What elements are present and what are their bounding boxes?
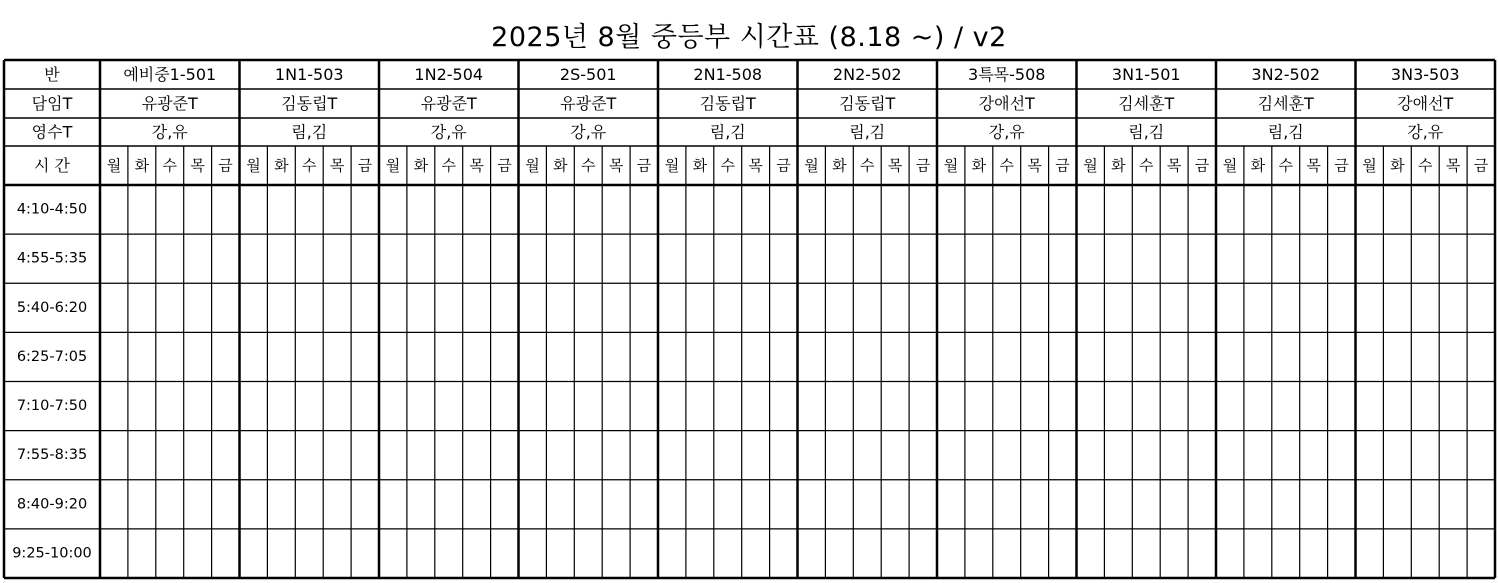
day-header: 월 bbox=[664, 156, 680, 175]
day-header: 목 bbox=[748, 156, 763, 175]
day-header: 화 bbox=[274, 156, 289, 175]
day-header: 화 bbox=[134, 156, 150, 175]
time-slot-label: 4:55-5:35 bbox=[16, 250, 88, 267]
page-title: 2025년 8월 중등부 시간표 (8.18 ~) / v2 bbox=[491, 22, 1007, 53]
time-slot-label: 8:40-9:20 bbox=[16, 496, 88, 513]
day-header: 목 bbox=[1306, 156, 1321, 175]
class-receipt: 강,유 bbox=[151, 122, 188, 142]
class-receipt: 림,김 bbox=[849, 122, 886, 142]
class-teacher: 김세훈T bbox=[1257, 94, 1314, 113]
class-teacher: 유광준T bbox=[560, 94, 617, 113]
row-label-class: 반 bbox=[44, 65, 60, 84]
class-receipt: 강,유 bbox=[430, 122, 467, 142]
day-header: 금 bbox=[1473, 156, 1489, 175]
class-teacher: 김동립T bbox=[839, 94, 896, 113]
day-header: 화 bbox=[1390, 156, 1405, 175]
class-name: 예비중1-501 bbox=[123, 65, 217, 84]
day-header: 수 bbox=[1139, 156, 1154, 175]
day-header: 수 bbox=[162, 156, 177, 175]
day-header: 월 bbox=[804, 156, 819, 175]
day-header: 화 bbox=[692, 156, 708, 175]
class-name: 2N2-502 bbox=[832, 65, 902, 84]
day-header: 목 bbox=[1445, 156, 1461, 175]
class-name: 3N1-501 bbox=[1111, 65, 1181, 84]
day-header: 수 bbox=[999, 156, 1014, 175]
class-teacher: 강애선T bbox=[978, 94, 1035, 113]
day-header: 수 bbox=[720, 156, 735, 175]
class-teacher: 김동립T bbox=[281, 94, 338, 113]
day-header: 금 bbox=[1334, 156, 1349, 175]
day-header: 목 bbox=[469, 156, 484, 175]
day-header: 수 bbox=[1278, 156, 1293, 175]
row-label-receipt: 영수T bbox=[31, 122, 73, 142]
day-header: 금 bbox=[776, 156, 791, 175]
day-header: 목 bbox=[329, 156, 345, 175]
day-header: 목 bbox=[1166, 156, 1182, 175]
day-header: 수 bbox=[860, 156, 875, 175]
day-header: 금 bbox=[497, 156, 512, 175]
day-header: 금 bbox=[218, 156, 233, 175]
day-header: 금 bbox=[636, 156, 652, 175]
day-header: 월 bbox=[1362, 156, 1377, 175]
day-header: 월 bbox=[106, 156, 122, 175]
class-receipt: 강,유 bbox=[1407, 122, 1444, 142]
class-receipt: 강,유 bbox=[570, 122, 607, 142]
class-teacher: 강애선T bbox=[1397, 94, 1454, 113]
class-receipt: 강,유 bbox=[988, 122, 1025, 142]
row-label-homeroom: 담임T bbox=[31, 94, 73, 113]
day-header: 금 bbox=[1194, 156, 1210, 175]
day-header: 금 bbox=[915, 156, 931, 175]
time-slot-label: 7:55-8:35 bbox=[16, 447, 88, 464]
class-name: 3특목-508 bbox=[968, 65, 1046, 84]
class-name: 3N2-502 bbox=[1251, 65, 1321, 84]
class-teacher: 김동립T bbox=[699, 94, 756, 113]
day-header: 화 bbox=[553, 156, 568, 175]
day-header: 수 bbox=[1418, 156, 1433, 175]
day-header: 화 bbox=[1250, 156, 1266, 175]
day-header: 수 bbox=[581, 156, 596, 175]
class-name: 3N3-503 bbox=[1390, 65, 1460, 84]
day-header: 수 bbox=[441, 156, 456, 175]
time-slot-label: 9:25-10:00 bbox=[12, 545, 92, 562]
class-receipt: 림,김 bbox=[1267, 122, 1304, 142]
class-receipt: 림,김 bbox=[709, 122, 746, 142]
day-header: 월 bbox=[246, 156, 261, 175]
day-header: 금 bbox=[1055, 156, 1070, 175]
day-header: 월 bbox=[1083, 156, 1098, 175]
class-teacher: 김세훈T bbox=[1118, 94, 1175, 113]
day-header: 월 bbox=[525, 156, 540, 175]
day-header: 화 bbox=[1111, 156, 1126, 175]
class-name: 1N2-504 bbox=[414, 65, 484, 84]
time-slot-label: 5:40-6:20 bbox=[16, 299, 88, 316]
day-header: 목 bbox=[190, 156, 205, 175]
class-receipt: 림,김 bbox=[291, 122, 328, 142]
class-name: 2S-501 bbox=[559, 65, 617, 84]
row-label-time: 시 간 bbox=[34, 156, 70, 175]
day-header: 월 bbox=[385, 156, 401, 175]
day-header: 월 bbox=[1222, 156, 1238, 175]
day-header: 목 bbox=[887, 156, 903, 175]
day-header: 목 bbox=[608, 156, 624, 175]
class-teacher: 유광준T bbox=[141, 94, 198, 113]
day-header: 화 bbox=[971, 156, 987, 175]
time-slot-label: 4:10-4:50 bbox=[16, 201, 88, 218]
class-name: 1N1-503 bbox=[274, 65, 344, 84]
time-slot-label: 6:25-7:05 bbox=[16, 348, 88, 365]
day-header: 금 bbox=[357, 156, 373, 175]
day-header: 화 bbox=[832, 156, 847, 175]
day-header: 수 bbox=[302, 156, 317, 175]
time-slot-label: 7:10-7:50 bbox=[16, 398, 88, 415]
class-teacher: 유광준T bbox=[420, 94, 477, 113]
day-header: 목 bbox=[1027, 156, 1042, 175]
class-name: 2N1-508 bbox=[693, 65, 763, 84]
class-receipt: 림,김 bbox=[1128, 122, 1165, 142]
day-header: 화 bbox=[413, 156, 429, 175]
day-header: 월 bbox=[943, 156, 959, 175]
